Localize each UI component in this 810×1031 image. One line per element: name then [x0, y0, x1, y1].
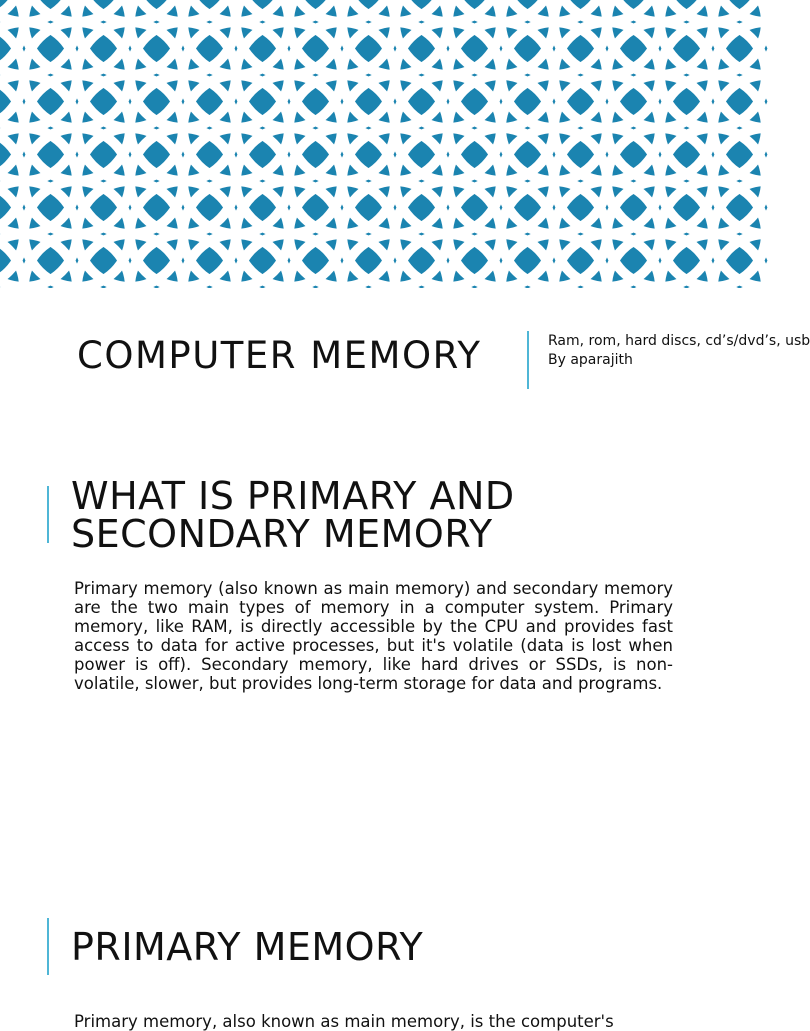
section-accent-bar — [47, 486, 49, 543]
section-accent-bar — [47, 918, 49, 975]
interlocking-circles-pattern — [0, 0, 768, 288]
subtitle-topics: Ram, rom, hard discs, cd’s/dvd’s, usb — [548, 333, 810, 349]
title-divider — [527, 331, 529, 389]
presentation-subtitle — [548, 332, 810, 369]
presentation-title: COMPUTER MEMORY — [77, 334, 482, 377]
section-heading-primary-secondary: WHAT IS PRIMARY AND SECONDARY MEMORY — [71, 474, 515, 556]
section-heading-primary-memory: PRIMARY MEMORY — [71, 925, 424, 969]
section-body-primary-memory: Primary memory, also known as main memory, is the computer's — [74, 1012, 614, 1031]
section-body-primary-secondary: Primary memory (also known as main memory) and secondary memory are the two main types of memory in a computer system. Primary memory, like RAM, is directly accessible by the CPU and provides fast access to data for active processes, but it's volatile (data is lost when power is off). Secondary memory, like hard drives or SSDs, is non-volatile, slower, but provides long-term storage for data and programs. — [74, 579, 673, 693]
subtitle-author: By aparajith — [548, 352, 633, 368]
